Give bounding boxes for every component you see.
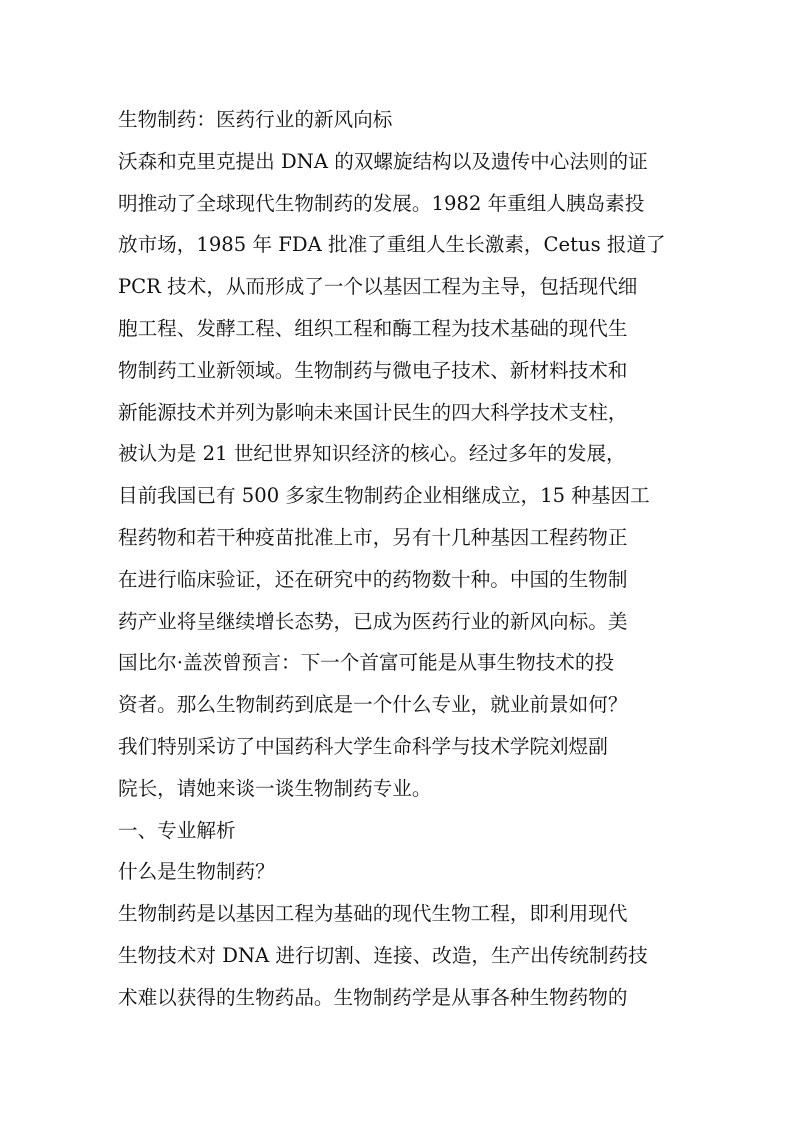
paragraph-line: 资者。那么生物制药到底是一个什么专业，就业前景如何？: [118, 693, 628, 717]
answer-paragraph: [118, 893, 688, 1018]
paragraph-line: 院长，请她来谈一谈生物制药专业。: [118, 776, 432, 800]
document-title: 生物制药：医药行业的新风向标: [118, 108, 393, 131]
paragraph-line: 程药物和若干种疫苗批准上市，另有十几种基因工程药物正: [118, 525, 628, 549]
paragraph-line: 术难以获得的生物药品。生物制药学是从事各种生物药物的: [118, 985, 628, 1009]
section-heading: 一、专业解析: [118, 818, 236, 842]
paragraph-line: 生物技术对 DNA 进行切割、连接、改造，生产出传统制药技: [118, 943, 648, 967]
paragraph-line: 药产业将呈继续增长态势，已成为医药行业的新风向标。美: [118, 609, 628, 633]
paragraph-line: 目前我国已有 500 多家生物制药企业相继成立，15 种基因工: [118, 484, 650, 508]
paragraph-line: 被认为是 21 世纪世界知识经济的核心。经过多年的发展，: [118, 442, 626, 466]
paragraph-line: 在进行临床验证，还在研究中的药物数十种。中国的生物制: [118, 567, 628, 591]
intro-paragraph: [118, 141, 688, 810]
paragraph-line: 放市场，1985 年 FDA 批准了重组人生长激素，Cetus 报道了: [118, 233, 666, 257]
paragraph-line: 新能源技术并列为影响未来国计民生的四大科学技术支柱，: [118, 400, 628, 424]
document-page: [118, 99, 688, 1019]
paragraph-line: 胞工程、发酵工程、组织工程和酶工程为技术基础的现代生: [118, 316, 628, 340]
paragraph-line: 明推动了全球现代生物制药的发展。1982 年重组人胰岛素投: [118, 191, 645, 215]
question-heading: 什么是生物制药？: [118, 860, 275, 884]
paragraph-line: PCR 技术，从而形成了一个以基因工程为主导，包括现代细: [118, 275, 638, 299]
paragraph-line: 我们特别采访了中国药科大学生命科学与技术学院刘煜副: [118, 734, 608, 758]
paragraph-line: 物制药工业新领域。生物制药与微电子技术、新材料技术和: [118, 358, 628, 382]
paragraph-line: 沃森和克里克提出 DNA 的双螺旋结构以及遗传中心法则的证: [118, 149, 648, 173]
paragraph-line: 生物制药是以基因工程为基础的现代生物工程，即利用现代: [118, 902, 628, 926]
paragraph-line: 国比尔·盖茨曾预言：下一个首富可能是从事生物技术的投: [118, 651, 615, 675]
